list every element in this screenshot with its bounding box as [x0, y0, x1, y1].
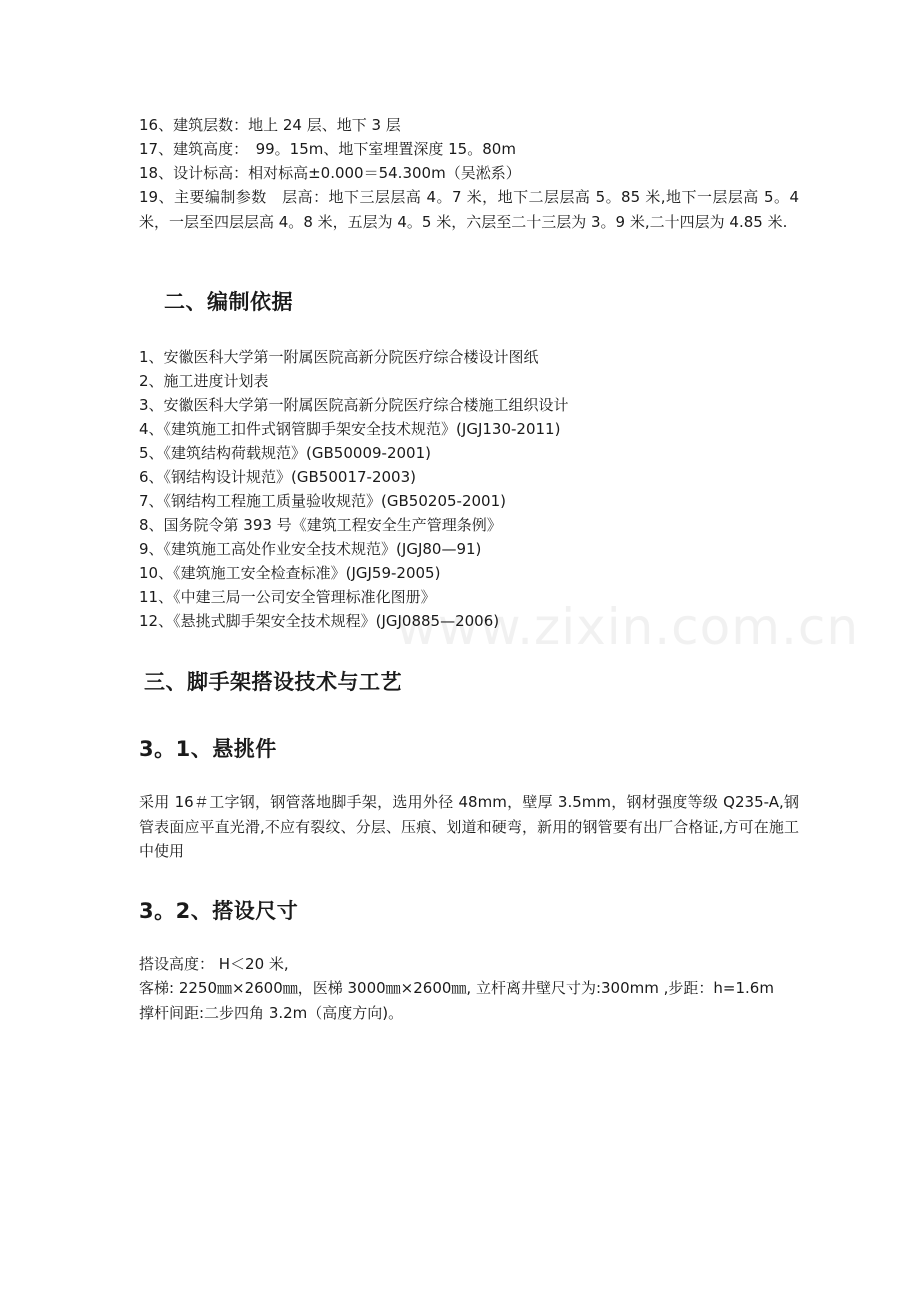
subsection-heading-3-1: 3。1、悬挑件	[139, 737, 277, 761]
param-line: 18、设计标高：相对标高±0.000＝54.300m（吴淞系）	[139, 164, 521, 182]
body-line: 搭设高度： H＜20 米,	[139, 955, 289, 973]
list-item: 7、《钢结构工程施工质量验收规范》(GB50205-2001)	[139, 492, 506, 510]
watermark: www.zixin.com.cn	[396, 598, 860, 656]
list-item: 8、国务院令第 393 号《建筑工程安全生产管理条例》	[139, 516, 502, 534]
section-heading-2: 二、编制依据	[164, 290, 293, 314]
list-item: 3、安徽医科大学第一附属医院高新分院医疗综合楼施工组织设计	[139, 396, 569, 414]
list-item: 1、安徽医科大学第一附属医院高新分院医疗综合楼设计图纸	[139, 348, 539, 366]
list-item: 2、施工进度计划表	[139, 372, 269, 390]
list-item: 6、《钢结构设计规范》(GB50017-2003)	[139, 468, 416, 486]
parameter-list	[139, 113, 799, 234]
param-line: 17、建筑高度： 99。15m、地下室埋置深度 15。80m	[139, 140, 516, 158]
subsection-heading-3-2: 3。2、搭设尺寸	[139, 899, 299, 923]
param-paragraph: 19、主要编制参数 层高：地下三层层高 4。7 米，地下二层层高 5。85 米,地下一层层高 5。4 米，一层至四层层高 4。8 米，五层为 4。5 米，六层至二十三层为 3。9 米,二十四层为 4.85 米.	[139, 188, 799, 231]
list-item: 4、《建筑施工扣件式钢管脚手架安全技术规范》(JGJ130-2011)	[139, 420, 561, 438]
subsection-3-1-body	[139, 790, 799, 864]
section-heading-3: 三、脚手架搭设技术与工艺	[144, 670, 402, 694]
body-line: 客梯: 2250㎜×2600㎜，医梯 3000㎜×2600㎜, 立杆离井壁尺寸为:300mm ,步距：h=1.6m	[139, 979, 774, 997]
list-item: 11、《中建三局一公司安全管理标准化图册》	[139, 588, 436, 606]
list-item: 5、《建筑结构荷载规范》(GB50009-2001)	[139, 444, 431, 462]
body-paragraph: 采用 16＃工字钢，钢管落地脚手架，选用外径 48mm，壁厚 3.5mm，钢材强度等级 Q235-A,钢管表面应平直光滑,不应有裂纹、分层、压痕、划道和硬弯，新用的钢管要有出厂合格证,方可在施工中使用	[139, 793, 799, 860]
list-item: 12、《悬挑式脚手架安全技术规程》(JGJ0885—2006)	[139, 612, 500, 630]
subsection-3-2-body	[139, 952, 799, 1025]
basis-list	[139, 345, 799, 633]
body-line: 撑杆间距:二步四角 3.2m（高度方向)。	[139, 1003, 404, 1022]
param-line: 16、建筑层数：地上 24 层、地下 3 层	[139, 116, 401, 134]
list-item: 9、《建筑施工高处作业安全技术规范》(JGJ80—91)	[139, 540, 482, 558]
list-item: 10、《建筑施工安全检查标准》(JGJ59-2005)	[139, 564, 441, 582]
